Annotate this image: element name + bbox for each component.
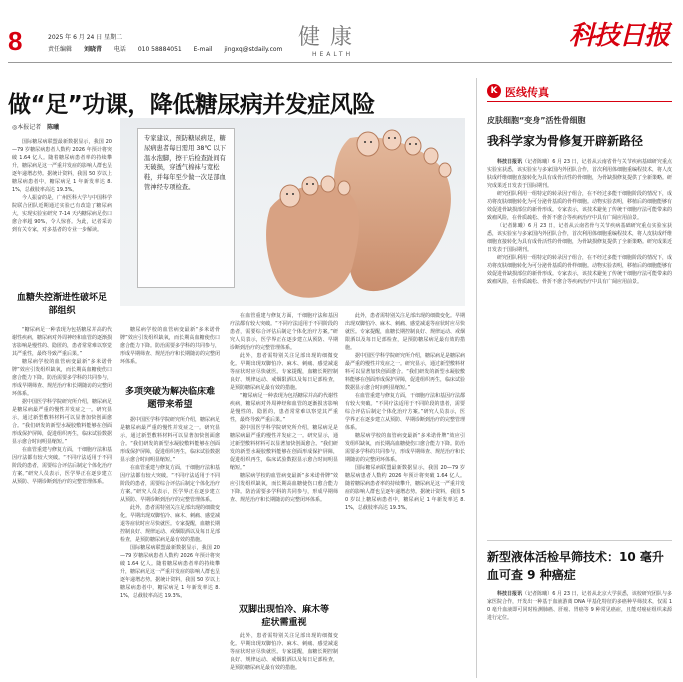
- article-paragraph: 此外，患者需特别关注足部出现的细微变化。早期出现双脚怕冷、麻木、刺痛、感觉减退等症状时应尽快就医。专家提醒，血糖长期控制良好、规律运动、戒烟限酒以及每日足部检查，是预防糖尿病足最有效的措施。: [345, 313, 465, 351]
- story1-text: （记者陈曦）6 月 23 日，记者从云南省骨与关节疾病基础研究重点实验室获悉，该实验室与多家国内外团队合作，首次利用体细胞重编程技术，将人皮肤成纤维细胞直接转化为具有成骨活性的骨细胞，为骨缺损修复提供了全新策略。研究成果近日发表于国际期刊。: [487, 159, 672, 189]
- date-line: 2025 年 6 月 24 日 星期二: [48, 34, 123, 41]
- subheading-3: 双脚出现怕冷、麻木等症状需重视: [238, 605, 329, 628]
- article-paragraph: “糖尿病足一种表现为包括糖尿并高的代谢性疾病，糖尿病对外周神经和血管的逐渐损害影响是慢性的、隐匿的，患者常常难以察觉其严重性，最终导致严重后果。”: [12, 327, 112, 357]
- email-address: jingxq@stdaily.com: [224, 46, 283, 53]
- column-divider: [476, 78, 477, 678]
- article-column-3b: [230, 632, 338, 676]
- section-subtitle: HEALTH: [312, 51, 354, 58]
- phone-label: 电话: [113, 46, 126, 53]
- story1-kicker: 皮肤细胞“变身”活性骨细胞: [487, 116, 586, 125]
- article-paragraph: 据中国医学科学院研究所介绍，糖尿病足是糖尿病最严重的慢性并发症之一。研究显示，通过新型敷料材料可以显著加快创面愈合。“我们研发的新型水凝胶敷料能够在创面形成保护屏障，促进组织再生，临床试验数据显示愈合时间明显缩短。”: [120, 417, 220, 463]
- story1-paragraph-4: 研究团队利用一组特定的转录因子组合，在不经过多能干细胞阶段的情况下，成功将皮肤细胞转化为可分泌骨基质的骨样细胞。动物实验表明，移植后的细胞能够有效促进骨缺损部位的新骨形成。专家表示，该技术避免了传统干细胞疗法可能带来的致瘤风险，在骨质疏松、骨折不愈合等疾病治疗中具有广阔应用前景。: [487, 255, 672, 285]
- editor-label: 责任编辑: [48, 46, 73, 53]
- article-paragraph: 糖尿病学校的血管病变最新“多米诺骨牌”效应引发组织缺氧，而长期高血糖使伤口愈合能力下降。防治需要多学科的共同参与，形成早期筛查、规范治疗和长期随访的完整闭环体系。: [12, 359, 112, 397]
- byline-name: 陈曦: [47, 124, 60, 131]
- article-paragraph: 据中国医学科学院研究所介绍，糖尿病足是糖尿病最严重的慢性并发症之一。研究显示，通过新型敷料材料可以显著加快创面愈合。“我们研发的新型水凝胶敷料能够在创面形成保护屏障，促进组织再生，临床试验数据显示愈合时间明显缩短。”: [345, 353, 465, 391]
- editor-name: 刘晓青: [83, 46, 102, 53]
- story2-source: 科技日报讯: [497, 591, 523, 597]
- editor-contact-line: [48, 46, 292, 54]
- subheading-1: 血糖失控渐进性破坏足部组织: [16, 293, 107, 316]
- article-byline: [12, 122, 59, 131]
- column-badge-icon: K: [487, 84, 501, 98]
- section-title: 健康: [298, 25, 363, 50]
- article-paragraph: 今人振奋的是，广州医科大学与中国科学院联合团队近期通过实验已有改造了糖尿病大，实现实验室研究 7-14 天内糖尿病足伤口愈合率超 90%，令人惊喜。为此，记者采访到有关专家，对多基者的专业一步解读。: [12, 195, 112, 233]
- newspaper-logo: 科技日报: [569, 21, 670, 51]
- article-column-1: [12, 138, 112, 292]
- article-paragraph: 糖尿病学校的血管病变最新“多米诺骨牌”效应引发组织缺氧，而长期高血糖使伤口愈合能力下降。防治需要多学科的共同参与，形成早期筛查、规范治疗和长期随访的完整闭环体系。: [120, 327, 220, 365]
- story2-paragraph: [487, 590, 672, 622]
- subheading-2: 多项突破为解决临床难题带来希望: [124, 387, 215, 410]
- article-paragraph: 此外，患者需特别关注足部出现的细微变化。早期出现双脚怕冷、麻木、刺痛、感觉减退等症状时应尽快就医。专家提醒，血糖长期控制良好、规律运动、戒烟限酒以及每日足部检查，是预防糖尿病足最有效的措施。: [120, 505, 220, 543]
- article-column-1b: [12, 326, 112, 676]
- story2-headline: 新型液体活检早筛技术：10 毫升血可查 9 种癌症: [487, 550, 664, 582]
- expert-advice-callout: 专家建议，预防糖尿病足，糖尿病患者每日需用 38℃ 以下温水泡脚，擦干后检查趾间有无破损，穿透气棉袜与宽松鞋，并每年至少做一次足部血管神经专项检查。: [137, 128, 235, 288]
- story1-paragraph-2: 研究团队利用一组特定的转录因子组合，在不经过多能干细胞阶段的情况下，成功将皮肤细胞转化为可分泌骨基质的骨样细胞。动物实验表明，移植后的细胞能够有效促进骨缺损部位的新骨形成。专家表示，该技术避免了传统干细胞疗法可能带来的致瘤风险，在骨质疏松、骨折不愈合等疾病治疗中具有广阔应用前景。: [487, 191, 672, 221]
- article-paragraph: 此外，患者需特别关注足部出现的细微变化。早期出现双脚怕冷、麻木、刺痛、感觉减退等症状时应尽快就医。专家提醒，血糖长期控制良好、规律运动、戒烟限酒以及每日足部检查，是预防糖尿病足最有效的措施。: [230, 353, 338, 391]
- sidebar-header-rule: [487, 101, 672, 102]
- article-paragraph: 糖尿病学校的血管病变最新“多米诺骨牌”效应引发组织缺氧，而长期高血糖使伤口愈合能力下降。防治需要多学科的共同参与，形成早期筛查、规范治疗和长期随访的完整闭环体系。: [345, 433, 465, 463]
- article-paragraph: 糖尿病学校的血管病变最新“多米诺骨牌”效应引发组织缺氧，而长期高血糖使伤口愈合能力下降。防治需要多学科的共同参与，形成早期筛查、规范治疗和长期随访的完整闭环体系。: [230, 473, 338, 503]
- article-paragraph: 在血管重建与修复方面，干细胞疗法和基因疗法都有较大突破。“不同疗法适用于不同阶段的患者，需要综合评估后制定个体化治疗方案。”研究人员表示，医学界正在逐步建立从预防、早期诊断到治疗的完整管理体系。: [345, 393, 465, 431]
- sidebar-column-title: 医线传真: [505, 86, 549, 99]
- article-paragraph: 据中国医学科学院研究所介绍，糖尿病足是糖尿病最严重的慢性并发症之一。研究显示，通过新型敷料材料可以显著加快创面愈合。“我们研发的新型水凝胶敷料能够在创面形成保护屏障，促进组织再生，临床试验数据显示愈合时间明显缩短。”: [12, 399, 112, 445]
- story1-headline: 我科学家为骨修复开辟新路径: [487, 134, 644, 148]
- article-column-2b: [120, 416, 220, 676]
- page-number: 8: [8, 26, 23, 56]
- story1-paragraph-3: （记者陈曦）6 月 23 日，记者从云南省骨与关节疾病基础研究重点实验室获悉，该实验室与多家国内外团队合作，首次利用体细胞重编程技术，将人皮肤成纤维细胞直接转化为具有成骨活性的骨细胞，为骨缺损修复提供了全新策略。研究成果近日发表于国际期刊。: [487, 223, 672, 253]
- article-paragraph: 此外，患者需特别关注足部出现的细微变化。早期出现双脚怕冷、麻木、刺痛、感觉减退等症状时应尽快就医。专家提醒，血糖长期控制良好、规律运动、戒烟限酒以及每日足部检查，是预防糖尿病足最有效的措施。: [230, 633, 338, 671]
- email-label: E-mail: [193, 46, 213, 53]
- article-column-4: [345, 312, 465, 676]
- article-paragraph: 在血管重建与修复方面，干细胞疗法和基因疗法都有较大突破。“不同疗法适用于不同阶段的患者，需要综合评估后制定个体化治疗方案。”研究人员表示，医学界正在逐步建立从预防、早期诊断到治疗的完整管理体系。: [12, 447, 112, 485]
- story1-source: 科技日报讯: [497, 159, 523, 165]
- article-paragraph: 国际糖尿病联盟最新数据显示，我国 20—79 岁糖尿病患者人数约 2026 年预计将突破 1.64 亿人。随着糖尿病患者率的持续攀升，糖尿病足这一严重并发症的影响人群也呈逐年递增态势。据统计资料，我国 50 岁以上糖尿病患者中，糖尿病足 1 年新发率达 8.1%，总截肢率高达 19.3%。: [120, 545, 220, 599]
- page-header: [0, 0, 683, 66]
- byline-prefix: ◎本报记者: [12, 124, 42, 131]
- story2-body: [487, 590, 672, 676]
- sidebar-column-header: [487, 84, 672, 100]
- article-paragraph: 国际糖尿病联盟最新数据显示，我国 20—79 岁糖尿病患者人数约 2026 年预计将突破 1.64 亿人。随着糖尿病患者率的持续攀升，糖尿病足这一严重并发症的影响人群也呈逐年递增态势。据统计资料，我国 50 岁以上糖尿病患者中，糖尿病足 1 年新发率达 8.1%，总截肢率高达 19.3%。: [345, 465, 465, 511]
- story1-paragraph: [487, 158, 672, 190]
- article-paragraph: 在血管重建与修复方面，干细胞疗法和基因疗法都有较大突破。“不同疗法适用于不同阶段的患者，需要综合评估后制定个体化治疗方案。”研究人员表示，医学界正在逐步建立从预防、早期诊断到治疗的完整管理体系。: [230, 313, 338, 351]
- story1-body: [487, 158, 672, 536]
- phone-number: 010 58884051: [137, 46, 182, 53]
- sidebar-divider: [487, 540, 672, 541]
- article-headline: 做“足”功课，降低糖尿病并发症风险: [8, 92, 375, 118]
- article-paragraph: 据中国医学科学院研究所介绍，糖尿病足是糖尿病最严重的慢性并发症之一。研究显示，通过新型敷料材料可以显著加快创面愈合。“我们研发的新型水凝胶敷料能够在创面形成保护屏障，促进组织再生，临床试验数据显示愈合时间明显缩短。”: [230, 425, 338, 471]
- story2-text: （记者陈曦）6 月 23 日，记者从北京大学获悉，该校研究团队与多家医院合作，开发出一种基于血液游离 DNA 甲基化特征的多癌种早筛技术，仅需 10 毫升血液即可同时检测肺癌、肝癌、胃癌等 9 种常见癌症，且能对癌症组织来源进行定位。: [487, 591, 672, 621]
- article-paragraph: “糖尿病足一种表现为包括糖尿并高的代谢性疾病，糖尿病对外周神经和血管的逐渐损害影响是慢性的、隐匿的，患者常常难以察觉其严重性，最终导致严重后果。”: [230, 393, 338, 423]
- header-divider: [8, 62, 672, 63]
- article-paragraph: 在血管重建与修复方面，干细胞疗法和基因疗法都有较大突破。“不同疗法适用于不同阶段的患者，需要综合评估后制定个体化治疗方案。”研究人员表示，医学界正在逐步建立从预防、早期诊断到治疗的完整管理体系。: [120, 465, 220, 503]
- article-lead: 国际糖尿病联盟最新数据显示，我国 20—79 岁糖尿病患者人数约 2026 年预计将突破 1.64 亿人。随着糖尿病患者率的持续攀升，糖尿病足这一严重并发症的影响人群也呈逐年递增态势。据统计资料，我国 50 岁以上糖尿病患者中，糖尿病足 1 年新发率达 8.1%，总截肢率高达 19.3%。: [12, 139, 112, 193]
- article-column-2: [120, 326, 220, 384]
